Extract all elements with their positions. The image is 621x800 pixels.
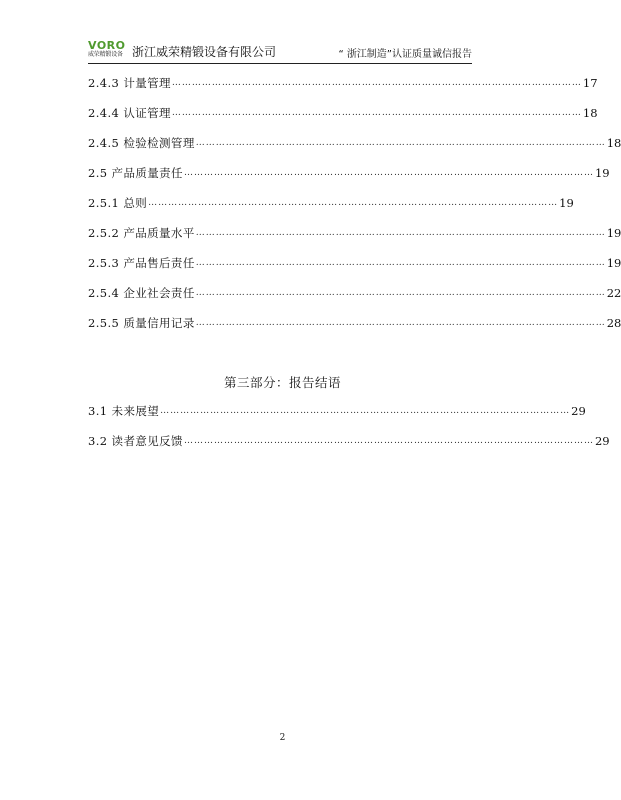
- toc-entry-page: 22: [606, 286, 621, 300]
- toc-entry-page: 17: [582, 76, 598, 90]
- toc-entry-page: 19: [606, 226, 621, 240]
- toc-leader-dots: ……………………………………………………………………………………………………………: [171, 78, 582, 88]
- toc-leader-dots: ……………………………………………………………………………………………………………: [195, 318, 606, 328]
- toc-entry[interactable]: [88, 315, 621, 331]
- toc-entry-page: 29: [571, 404, 586, 418]
- toc-leader-dots: ……………………………………………………………………………………………………………: [160, 406, 571, 416]
- company-logo: [88, 40, 130, 62]
- toc-leader-dots: ……………………………………………………………………………………………………………: [171, 108, 582, 118]
- page-header: [88, 38, 472, 64]
- toc-entry-page: 19: [594, 166, 610, 180]
- toc-entry[interactable]: [88, 165, 610, 181]
- toc-leader-dots: ……………………………………………………………………………………………………………: [195, 258, 606, 268]
- toc-entry-page: 19: [606, 256, 621, 270]
- toc-entry[interactable]: [88, 75, 598, 91]
- toc-entry-label: 2.5.1 总则: [88, 196, 148, 210]
- toc-entry-label: 2.5.3 产品售后责任: [88, 256, 195, 270]
- toc-entry[interactable]: [88, 285, 621, 301]
- toc-entry-label: 3.2 读者意见反馈: [88, 434, 183, 448]
- logo-subtext: 威荣精锻设备: [88, 51, 123, 58]
- toc-entry-label: 2.5.4 企业社会责任: [88, 286, 195, 300]
- toc-entry-label: 2.5 产品质量责任: [88, 166, 183, 180]
- toc-entry[interactable]: [88, 255, 621, 271]
- toc-entry[interactable]: [88, 105, 598, 121]
- toc-entry[interactable]: [88, 135, 621, 151]
- toc-leader-dots: ……………………………………………………………………………………………………………: [195, 138, 606, 148]
- toc-leader-dots: ……………………………………………………………………………………………………………: [183, 436, 594, 446]
- toc-leader-dots: ……………………………………………………………………………………………………………: [195, 288, 606, 298]
- toc-entry-label: 2.4.3 计量管理: [88, 76, 171, 90]
- toc-leader-dots: ……………………………………………………………………………………………………………: [195, 228, 606, 238]
- toc-entry[interactable]: [88, 433, 610, 449]
- toc-entry-label: 2.5.2 产品质量水平: [88, 226, 195, 240]
- page-number: 2: [279, 733, 286, 743]
- section-heading: 第三部分：报告结语: [223, 375, 341, 390]
- toc-leader-dots: ……………………………………………………………………………………………………………: [148, 198, 559, 208]
- toc-entry[interactable]: [88, 403, 586, 419]
- toc-entry[interactable]: [88, 225, 621, 241]
- toc-entry-page: 28: [606, 316, 621, 330]
- toc-leader-dots: ……………………………………………………………………………………………………………: [183, 168, 594, 178]
- toc-entry-label: 2.4.5 检验检测管理: [88, 136, 195, 150]
- toc-entry-page: 18: [582, 106, 598, 120]
- toc-entry[interactable]: [88, 195, 574, 211]
- toc-entry-label: 2.4.4 认证管理: [88, 106, 171, 120]
- logo-wordmark: VORO: [88, 39, 126, 52]
- company-name: 浙江威荣精锻设备有限公司: [132, 45, 277, 59]
- toc-entry-label: 2.5.5 质量信用记录: [88, 316, 195, 330]
- header-divider: [88, 63, 472, 64]
- toc-entry-page: 29: [594, 434, 610, 448]
- toc-entry-label: 3.1 未来展望: [88, 404, 160, 418]
- toc-entry-page: 18: [606, 136, 621, 150]
- toc-entry-page: 19: [559, 196, 574, 210]
- report-title: “ 浙江制造”认证质量诚信报告: [338, 49, 472, 60]
